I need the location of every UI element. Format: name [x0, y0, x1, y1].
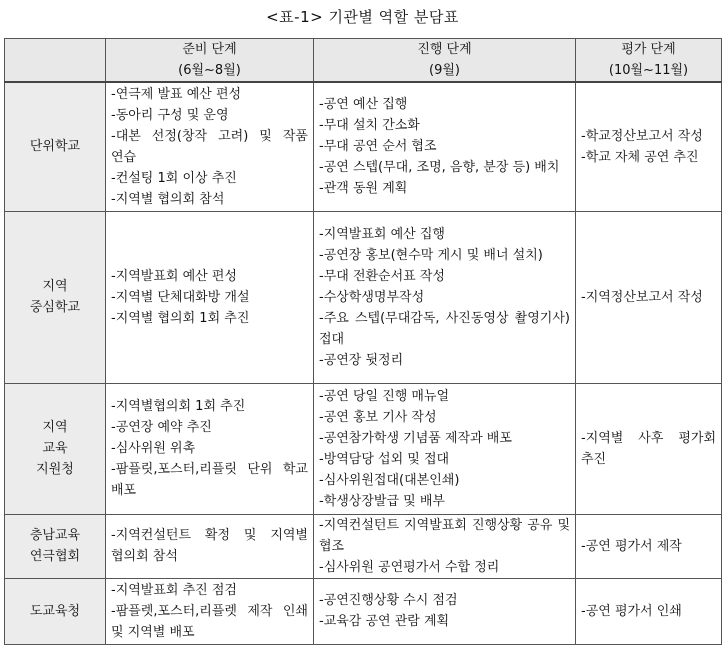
task-item: -연극제 발표 예산 편성 [111, 86, 242, 102]
task-item: -공연 스텝(무대, 조명, 음향, 분장 등) 배치 [319, 160, 560, 176]
task-item: -무대 전환순서표 작성 [319, 268, 445, 284]
task-item: -무대 설치 간소화 [319, 118, 420, 134]
task-item: -공연장 홍보(현수막 게시 및 배너 설치) [319, 247, 543, 263]
task-item: -동아리 구성 및 운영 [111, 107, 229, 123]
header-org [5, 39, 106, 83]
task-item: -학교정산보고서 작성 [581, 128, 703, 144]
eval-cell [576, 514, 722, 578]
task-item: -지역발표회 예산 편성 [111, 268, 237, 284]
task-item: -관객 동원 계획 [319, 181, 408, 197]
task-item: -방역담당 섭외 및 접대 [319, 451, 450, 467]
org-name-line: 충남교육 [29, 528, 81, 543]
header-row [5, 39, 722, 83]
header-eval [576, 39, 722, 83]
task-item: -공연 평가서 제작 [581, 538, 682, 554]
task-item: -공연장 뒷정리 [319, 352, 404, 368]
prep-cell [106, 578, 314, 644]
task-item: -학생상장발급 및 배부 [319, 493, 445, 509]
progress-cell [314, 514, 576, 578]
progress-cell [314, 82, 576, 211]
prep-cell [106, 514, 314, 578]
task-item: -지역발표회 추진 점검 [111, 582, 237, 598]
role-table [4, 38, 722, 645]
org-cell [5, 578, 106, 644]
table-caption: <표-1> 기관별 역할 분담표 [266, 8, 459, 26]
header-eval-name: 평가 단계 [621, 42, 676, 57]
org-cell [5, 211, 106, 383]
progress-cell [314, 383, 576, 514]
task-item: -공연 홍보 기사 작성 [319, 409, 437, 425]
task-item: -대본 선정(창작 고려) 및 작품 연습 [111, 128, 308, 165]
task-item: -학교 자체 공연 추진 [581, 149, 699, 165]
header-prep-period: (6월~8월) [178, 63, 241, 78]
task-item: -공연참가학생 기념품 제작과 배포 [319, 430, 512, 446]
org-name-line: 연극협회 [29, 549, 81, 564]
org-name-line: 교육 [42, 441, 68, 456]
task-item: -주요 스텝(무대감독, 사진동영상 촬영기사) 접대 [319, 310, 570, 347]
table-row [5, 383, 722, 514]
table-row [5, 578, 722, 644]
org-cell [5, 82, 106, 211]
task-item: -교육감 공연 관람 계획 [319, 614, 450, 629]
task-item: -지역발표회 예산 집행 [319, 226, 445, 242]
table-row [5, 82, 722, 211]
task-item: -지역별 사후 평가회 추진 [581, 430, 716, 467]
eval-cell [576, 578, 722, 644]
task-item: -공연 당일 진행 매뉴얼 [319, 388, 450, 404]
task-item: -심사위원접대(대본인쇄) [319, 472, 460, 488]
task-item: -지역정산보고서 작성 [581, 289, 703, 305]
task-item: -지역컨설턴트 지역발표회 진행상황 공유 및 협조 [319, 517, 570, 554]
header-prep [106, 39, 314, 83]
task-item: -심사위원 공연평가서 수합 정리 [319, 559, 500, 575]
org-name-line: 중심학교 [29, 300, 81, 315]
header-progress-name: 진행 단계 [417, 42, 472, 57]
task-item: -팜플렛,포스터,리플렛 제작 인쇄 및 지역별 배포 [111, 603, 308, 640]
task-item: -컨설팅 1회 이상 추진 [111, 170, 237, 186]
task-item: -공연 예산 집행 [319, 97, 408, 113]
org-name-line: 지원청 [36, 462, 74, 477]
org-name-line: 단위학교 [29, 139, 81, 155]
task-item: -수상학생명부작성 [319, 289, 425, 305]
prep-cell [106, 211, 314, 383]
task-item: -지역별협의회 1회 추진 [111, 399, 246, 414]
task-item: -지역별 협의회 1회 추진 [111, 310, 250, 326]
table-row [5, 514, 722, 578]
task-item: -공연장 예약 추진 [111, 420, 212, 435]
header-prep-name: 준비 단계 [182, 42, 237, 57]
prep-cell [106, 82, 314, 211]
header-progress [314, 39, 576, 83]
task-item: -지역별 협의회 참석 [111, 191, 225, 207]
eval-cell [576, 82, 722, 211]
org-cell [5, 514, 106, 578]
task-item: -지역별 단체대화방 개설 [111, 289, 250, 305]
eval-cell [576, 211, 722, 383]
org-name-line: 지역 [42, 279, 68, 294]
org-name-line: 도교육청 [29, 603, 81, 619]
org-cell [5, 383, 106, 514]
progress-cell [314, 211, 576, 383]
eval-cell [576, 383, 722, 514]
org-name-line: 지역 [42, 420, 68, 435]
header-eval-period: (10월~11월) [608, 63, 689, 78]
prep-cell [106, 383, 314, 514]
header-progress-period: (9월) [429, 63, 460, 78]
task-item: -심사위원 위촉 [111, 441, 196, 456]
table-row [5, 211, 722, 383]
task-item: -무대 공연 순서 협조 [319, 139, 437, 155]
task-item: -공연진행상황 수시 점검 [319, 593, 458, 608]
task-item: -공연 평가서 인쇄 [581, 603, 682, 619]
task-item: -지역컨설턴트 확정 및 지역별 협의회 참석 [111, 528, 308, 564]
progress-cell [314, 578, 576, 644]
task-item: -팜플릿,포스터,리플릿 단위 학교 배포 [111, 462, 308, 498]
